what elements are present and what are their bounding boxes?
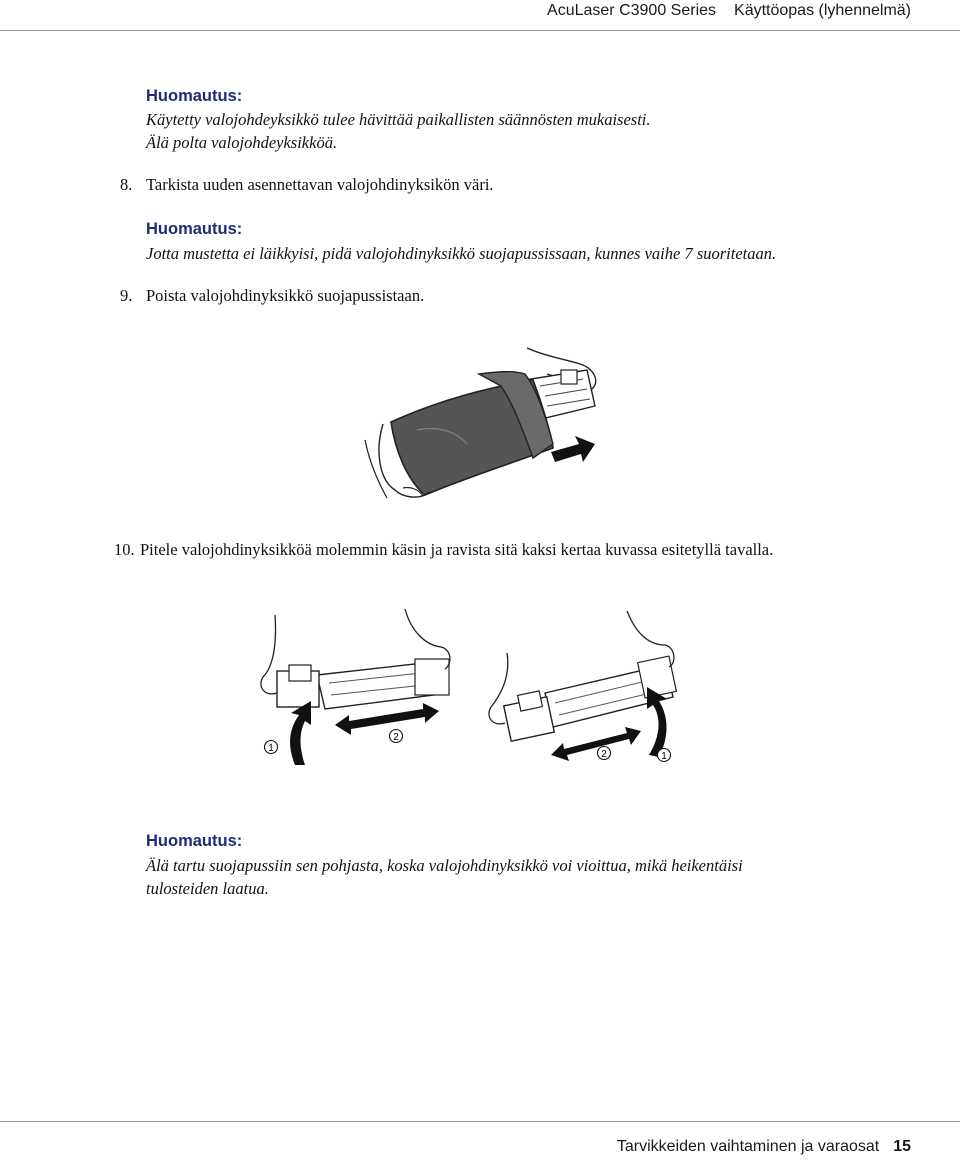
- step-number: 9.: [120, 286, 133, 305]
- note-title: Huomautus:: [146, 220, 243, 238]
- callout-2-left: [390, 730, 403, 744]
- note-line: Älä polta valojohdeyksikköä.: [146, 133, 338, 152]
- note-title: Huomautus:: [146, 832, 243, 850]
- step-text: Tarkista uuden asennettavan valojohdinyksikön väri.: [146, 175, 494, 194]
- step-text: Pitele valojohdinyksikköä molemmin käsin ja ravista sitä kaksi kertaa kuvassa esitetyllä tavalla.: [140, 540, 774, 559]
- footer-text: [617, 1138, 911, 1156]
- remove-bag-illustration: [355, 340, 615, 515]
- note-line: Älä tartu suojapussiin sen pohjasta, koska valojohdinyksikkö voi vioittua, mikä heikentäisi: [146, 856, 743, 875]
- left-unit: [261, 609, 450, 765]
- header-rule: [0, 30, 960, 31]
- callout-1-left: [265, 741, 278, 755]
- header-product: AcuLaser C3900 Series: [547, 2, 717, 19]
- note-line: tulosteiden laatua.: [146, 879, 269, 898]
- footer-rule: [0, 1121, 960, 1122]
- step-text: Poista valojohdinyksikkö suojapussistaan.: [146, 286, 425, 305]
- step-10: [114, 540, 774, 560]
- step-8: [120, 175, 494, 195]
- step-number: 10.: [114, 540, 135, 559]
- page-footer: [0, 1121, 960, 1165]
- svg-text:1: 1: [661, 751, 667, 762]
- step-9: [120, 286, 424, 306]
- note-title: Huomautus:: [146, 87, 243, 105]
- right-unit: [489, 611, 676, 761]
- svg-text:1: 1: [268, 743, 274, 754]
- page-number: 15: [893, 1138, 911, 1155]
- callout-2-right: [598, 747, 611, 761]
- footer-section: Tarvikkeiden vaihtaminen ja varaosat: [616, 1138, 880, 1155]
- svg-text:2: 2: [601, 749, 607, 760]
- note-line: Käytetty valojohdeyksikkö tulee hävittää paikallisten säännösten mukaisesti.: [146, 110, 651, 129]
- shake-unit-illustration: [255, 605, 685, 770]
- svg-text:2: 2: [393, 732, 399, 743]
- header-text: [547, 2, 911, 20]
- page-header: [0, 0, 960, 32]
- callout-1-right: [658, 749, 671, 763]
- header-guide: Käyttöopas (lyhennelmä): [734, 2, 911, 19]
- step-number: 8.: [120, 175, 133, 194]
- note-line: Jotta mustetta ei läikkyisi, pidä valojohdinyksikkö suojapussissaan, kunnes vaihe 7 suoritetaan.: [146, 244, 777, 263]
